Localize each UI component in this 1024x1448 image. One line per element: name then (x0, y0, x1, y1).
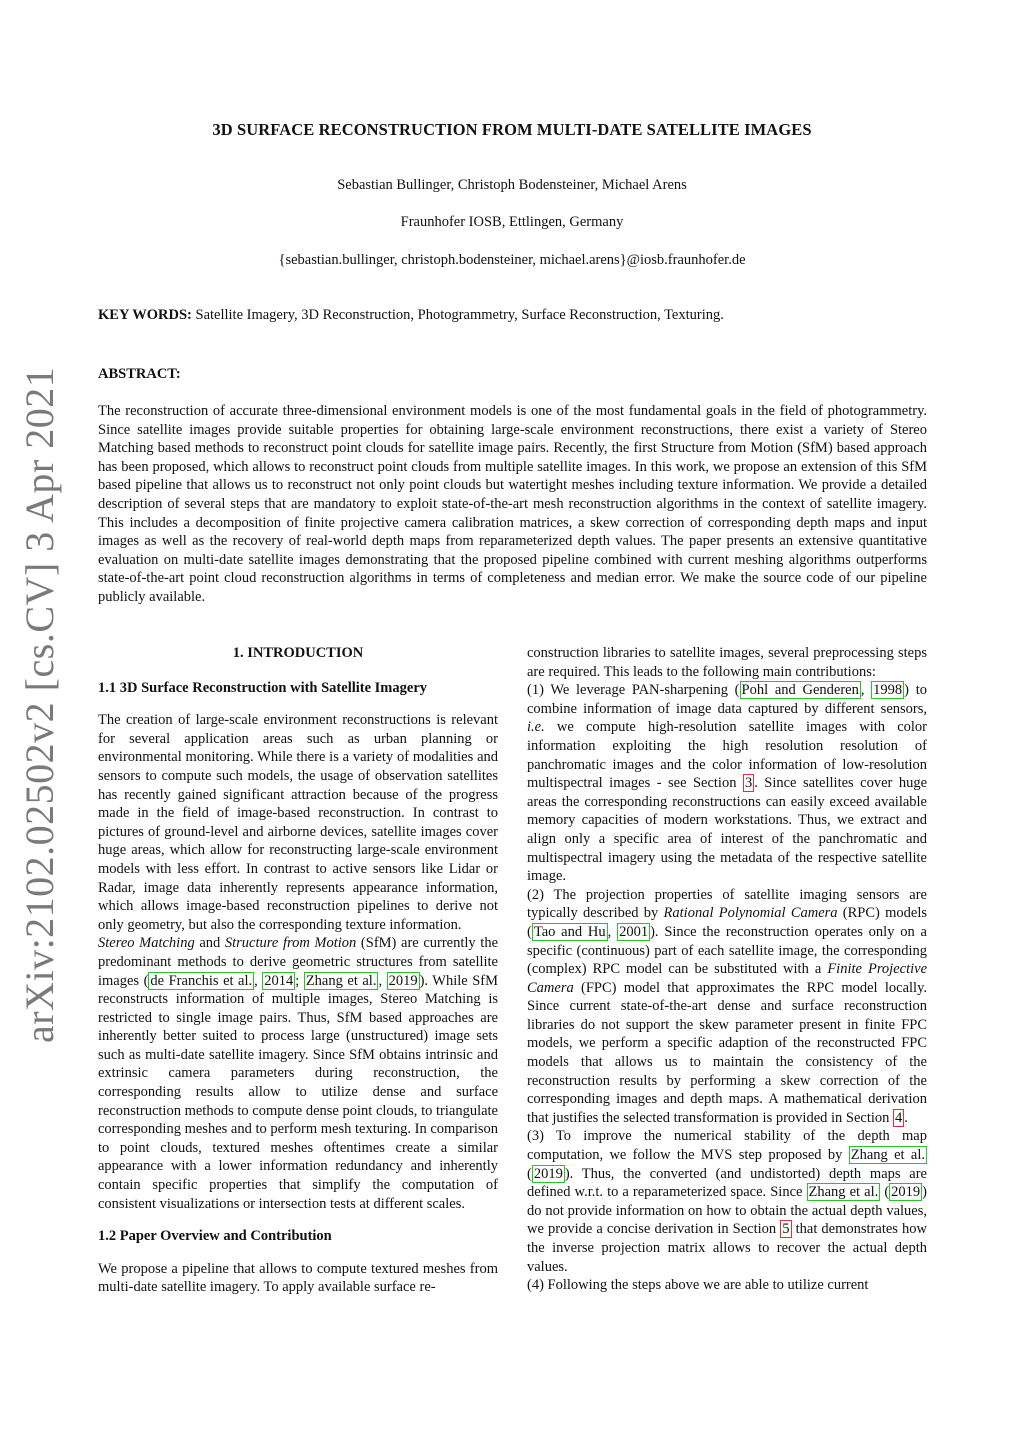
citation-link[interactable]: 2019 (533, 1165, 563, 1182)
text-span: ). While SfM reconstructs information of multiple images, Stereo Matching is restricted to single image pairs. Thus, SfM based approaches are inherently better suited to process large (unstructured) image sets such as multi-date satellite imagery. Since SfM obtains intrinsic and extrinsic camera parameters during reconstruction, the corresponding results allow to utilize dense and surface reconstruction methods to compute dense point clouds, to triangulate corresponding meshes and to perform mesh texturing. In comparison to point clouds, textured meshes oftentimes create a similar appearance with a lower information redundancy and inherently contain specific properties that simplify the computation of consistent visualizations or intersection tests at different scales. (98, 972, 499, 1212)
section-heading-introduction: 1. INTRODUCTION (232, 645, 364, 661)
subsection-heading-1-2: 1.2 Paper Overview and Contribution (98, 1228, 332, 1245)
text-span: and (194, 935, 225, 952)
text-span: , (607, 923, 618, 940)
text-span: ). Thus, the converted (and undistorted) depth maps are defined w.r.t. to a reparameterized space. Since (527, 1165, 927, 1201)
citation-link[interactable]: 2019 (388, 972, 418, 989)
abbrev-ie: i.e. (527, 719, 545, 736)
text-span: . Since satellites cover huge areas the corresponding reconstructions can easily exceed available memory capacities of modern workstations. Thus, we extract and align only a specific area of interest of the panchromatic and multispectral imagery using the metadata of the respective satellite image. (527, 775, 928, 885)
emails: {sebastian.bullinger, christoph.bodensteiner, michael.arens}@iosb.fraunhofer.de (278, 252, 746, 268)
citation-link[interactable]: Zhang et al. (305, 972, 377, 989)
text-span: (RPC) models ( (527, 905, 928, 940)
subsection-heading-1-1: 1.1 3D Surface Reconstruction with Satellite Imagery (98, 679, 428, 696)
citation-link[interactable]: Tao and Hu (533, 923, 606, 940)
text-span: . (904, 1109, 908, 1126)
citation-link[interactable]: 2019 (891, 1184, 921, 1201)
term-fpc: Finite Projective Camera (527, 961, 928, 996)
paper-title: 3D SURFACE RECONSTRUCTION FROM MULTI-DATE SATELLITE IMAGES (212, 120, 812, 139)
right-column (527, 644, 927, 1295)
text-span: , (254, 972, 263, 989)
contributions-intro: construction libraries to satellite images, several preprocessing steps are required. This leads to the following main contributions: (527, 645, 927, 680)
intro-paragraph-2 (98, 934, 498, 1213)
affiliation: Fraunhofer IOSB, Ettlingen, Germany (400, 214, 624, 230)
citation-link[interactable]: Zhang et al. (850, 1147, 925, 1164)
left-column (98, 644, 498, 1297)
text-span: (1) We leverage PAN-sharpening ( (527, 682, 740, 699)
text-span: that demonstrates how the inverse projection matrix allows to recover the actual depth values. (527, 1221, 927, 1275)
contribution-1 (527, 681, 927, 886)
section-ref-link[interactable]: 3 (744, 775, 753, 792)
intro-paragraph-1: The creation of large-scale environment reconstructions is relevant for several application areas such as urban planning or environmental monitoring. While there is a variety of modalities and sensors to compute such models, the usage of observation satellites has recently gained significant attraction because of the progress made in the field of image-based reconstruction. In contrast to pictures of ground-level and airborne devices, satellite images cover huge areas, which allow for reconstructing large-scale environment models with less effort. In contrast to active sensors like Lidar or Radar, image data inherently represents appearance information, which allows image-based reconstruction pipelines to derive not only geometry, but also the corresponding texture information. (98, 712, 498, 933)
citation-link[interactable]: 2014 (264, 972, 294, 989)
citation-link[interactable]: de Franchis et al. (150, 972, 253, 989)
abstract-heading: ABSTRACT: (98, 366, 181, 382)
citation-link[interactable]: Zhang et al. (808, 1184, 879, 1201)
text-span: ( (527, 1165, 532, 1182)
intro-paragraph-3: We propose a pipeline that allows to compute textured meshes from multi-date satellite imagery. To apply available surface re- (98, 1260, 498, 1296)
keywords-text: Satellite Imagery, 3D Reconstruction, Photogrammetry, Surface Reconstruction, Texturing. (195, 307, 724, 323)
text-span: ; (295, 972, 304, 989)
contribution-3 (527, 1127, 927, 1276)
contribution-4: (4) Following the steps above we are able to utilize current (527, 1277, 869, 1294)
text-span: (3) To improve the numerical stability of the depth map computation, we follow the MVS step proposed by (527, 1128, 927, 1164)
abstract-text: The reconstruction of accurate three-dimensional environment models is one of the most fundamental goals in the field of photogrammetry. Since satellite images provide suitable properties for obtaining large-scale environment reconstructions, there exist a variety of Stereo Matching based methods to reconstruct point clouds for satellite image pairs. Recently, the first Structure from Motion (SfM) based approach has been proposed, which allows to reconstruct point clouds from multiple satellite images. In this work, we propose an extension of this SfM based pipeline that allows us to reconstruct not only point clouds but watertight meshes including texture information. We provide a detailed description of several steps that are mandatory to exploit state-of-the-art mesh reconstruction algorithms in the context of satellite imagery. This includes a decomposition of finite projective camera calibration matrices, a skew correction of corresponding depth maps and input images as well as the recovery of real-world depth maps from reparameterized depth values. The paper presents an extensive quantitative evaluation on multi-date satellite images demonstrating that the proposed pipeline combined with current meshing algorithms outperforms state-of-the-art point cloud reconstruction algorithms in terms of completeness and median error. We make the source code of our pipeline publicly available. (98, 403, 927, 605)
text-span: (FPC) model that approximates the RPC model locally. Since current state-of-the-art dense and surface reconstruction libraries do not support the skew parameter present in finite FPC models, we perform a specific adaption of the reconstructed FPC models that allows us to maintain the consistency of the reconstruction results by performing a skew correction of the corresponding images and depth maps. A mathematical derivation that justifies the selected transformation is provided in Section (527, 979, 927, 1126)
authors: Sebastian Bullinger, Christoph Bodensteiner, Michael Arens (337, 177, 687, 193)
citation-link[interactable]: 1998 (873, 682, 903, 699)
text-span: , (378, 972, 387, 989)
arxiv-identifier: arXiv:2102.02502v2 [cs.CV] 3 Apr 2021 (17, 366, 62, 1043)
term-stereo-matching: Stereo Matching (98, 935, 195, 952)
contribution-2 (527, 886, 927, 1128)
citation-link[interactable]: Pohl and Genderen (741, 682, 859, 699)
section-ref-link[interactable]: 4 (895, 1109, 903, 1126)
section-ref-link[interactable]: 5 (782, 1221, 790, 1238)
citation-link[interactable]: 2001 (619, 923, 649, 940)
text-span: (SfM) are currently the predominant methods to derive geometric structures from satellite images ( (98, 935, 498, 989)
keywords-label: KEY WORDS: (98, 307, 192, 323)
text-span: , (860, 682, 872, 699)
term-rpc: Rational Polynomial Camera (663, 905, 838, 922)
term-sfm: Structure from Motion (224, 935, 357, 952)
text-span: ) to combine information of image data captured by different sensors, (527, 682, 927, 717)
text-span: ( (880, 1184, 890, 1201)
text-span: we compute high-resolution satellite images with color information exploiting the high resolution resolution of panchromatic images and the color information of low-resolution multispectral images - see Section (527, 719, 927, 792)
text-span: (2) The projection properties of satellite imaging sensors are typically described by (527, 886, 927, 922)
text-span: ). Since the reconstruction operates only on a specific (continuous) part of each satellite image, the corresponding (complex) RPC model can be substituted with a (527, 923, 927, 978)
keywords (98, 307, 724, 324)
text-span: ) do not provide information on how to obtain the actual depth values, we provide a concise derivation in Section (527, 1184, 927, 1238)
